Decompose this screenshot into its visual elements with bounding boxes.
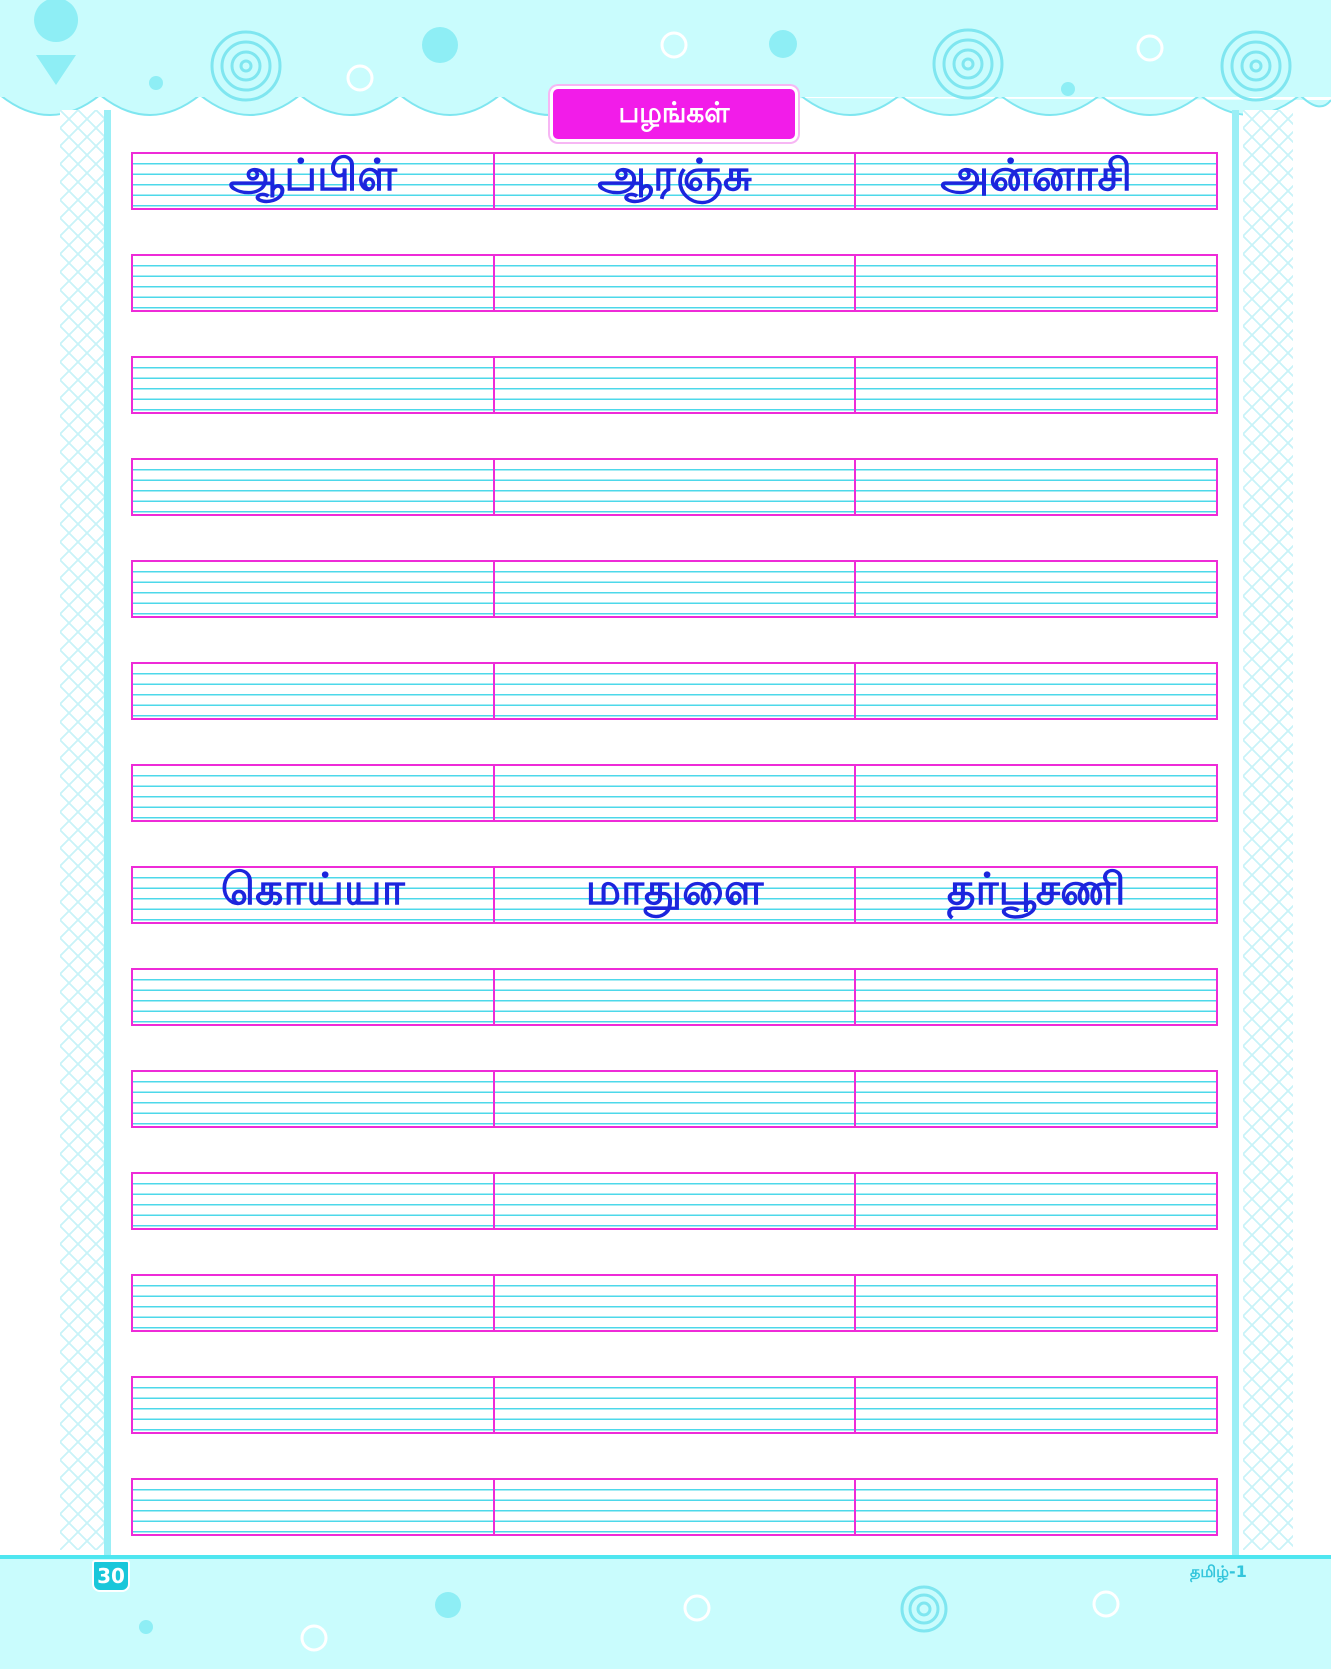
- writing-cell[interactable]: [854, 1480, 1216, 1534]
- writing-row: [131, 1376, 1218, 1434]
- writing-cell[interactable]: [133, 766, 493, 820]
- writing-cell[interactable]: [133, 1378, 493, 1432]
- writing-cell[interactable]: [854, 256, 1216, 310]
- writing-cell[interactable]: [493, 766, 855, 820]
- writing-cell[interactable]: [854, 1174, 1216, 1228]
- writing-row: [131, 149, 1218, 210]
- writing-cell[interactable]: [493, 562, 855, 616]
- fruit-word: மாதுளை: [585, 863, 764, 915]
- writing-cell[interactable]: [854, 460, 1216, 514]
- writing-cell[interactable]: [854, 358, 1216, 412]
- writing-cell[interactable]: [133, 863, 493, 922]
- fruit-word: ஆரஞ்சு: [597, 149, 752, 201]
- writing-cell[interactable]: [133, 1276, 493, 1330]
- writing-row: [131, 968, 1218, 1026]
- writing-cell[interactable]: [133, 1174, 493, 1228]
- writing-cell[interactable]: [493, 863, 855, 922]
- writing-cell[interactable]: [854, 1276, 1216, 1330]
- writing-row: [131, 1274, 1218, 1332]
- writing-cell[interactable]: [133, 664, 493, 718]
- writing-cell[interactable]: [133, 1480, 493, 1534]
- writing-cell[interactable]: [854, 863, 1216, 922]
- page-number-badge: 30: [92, 1560, 130, 1592]
- writing-row: [131, 356, 1218, 414]
- fruit-word: கொய்யா: [220, 863, 405, 915]
- writing-cell[interactable]: [854, 1072, 1216, 1126]
- writing-cell[interactable]: [133, 970, 493, 1024]
- writing-cell[interactable]: [493, 460, 855, 514]
- writing-cell[interactable]: [854, 970, 1216, 1024]
- right-border-pattern: [1243, 110, 1293, 1550]
- writing-cell[interactable]: [493, 1174, 855, 1228]
- writing-cell[interactable]: [854, 149, 1216, 208]
- fruit-word: அன்னாசி: [940, 149, 1133, 201]
- writing-cell[interactable]: [493, 1480, 855, 1534]
- writing-cell[interactable]: [493, 1378, 855, 1432]
- footer-band: [0, 1555, 1331, 1669]
- fruit-word: தர்பூசணி: [946, 863, 1126, 915]
- writing-cell[interactable]: [493, 1072, 855, 1126]
- writing-row: [131, 1070, 1218, 1128]
- writing-cell[interactable]: [854, 1378, 1216, 1432]
- right-rail: [1232, 110, 1239, 1560]
- writing-cell[interactable]: [493, 149, 855, 208]
- writing-row: [131, 254, 1218, 312]
- left-border-pattern: [60, 110, 110, 1550]
- writing-row: [131, 560, 1218, 618]
- writing-cell[interactable]: [133, 149, 493, 208]
- writing-cell[interactable]: [493, 358, 855, 412]
- writing-cell[interactable]: [854, 562, 1216, 616]
- footer-decoration: [0, 1559, 1331, 1673]
- writing-cell[interactable]: [854, 664, 1216, 718]
- left-rail: [104, 110, 111, 1560]
- writing-row: [131, 863, 1218, 924]
- writing-row: [131, 662, 1218, 720]
- writing-cell[interactable]: [133, 460, 493, 514]
- fruit-word: ஆப்பிள்: [228, 149, 397, 201]
- writing-cell[interactable]: [854, 766, 1216, 820]
- writing-cell[interactable]: [493, 1276, 855, 1330]
- writing-cell[interactable]: [493, 970, 855, 1024]
- book-label: தமிழ்-1: [1190, 1562, 1247, 1581]
- writing-row: [131, 1172, 1218, 1230]
- writing-cell[interactable]: [493, 256, 855, 310]
- writing-row: [131, 458, 1218, 516]
- writing-row: [131, 764, 1218, 822]
- writing-cell[interactable]: [133, 358, 493, 412]
- writing-cell[interactable]: [133, 562, 493, 616]
- page-title: பழங்கள்: [550, 86, 798, 142]
- writing-row: [131, 1478, 1218, 1536]
- writing-cell[interactable]: [133, 256, 493, 310]
- writing-cell[interactable]: [133, 1072, 493, 1126]
- writing-cell[interactable]: [493, 664, 855, 718]
